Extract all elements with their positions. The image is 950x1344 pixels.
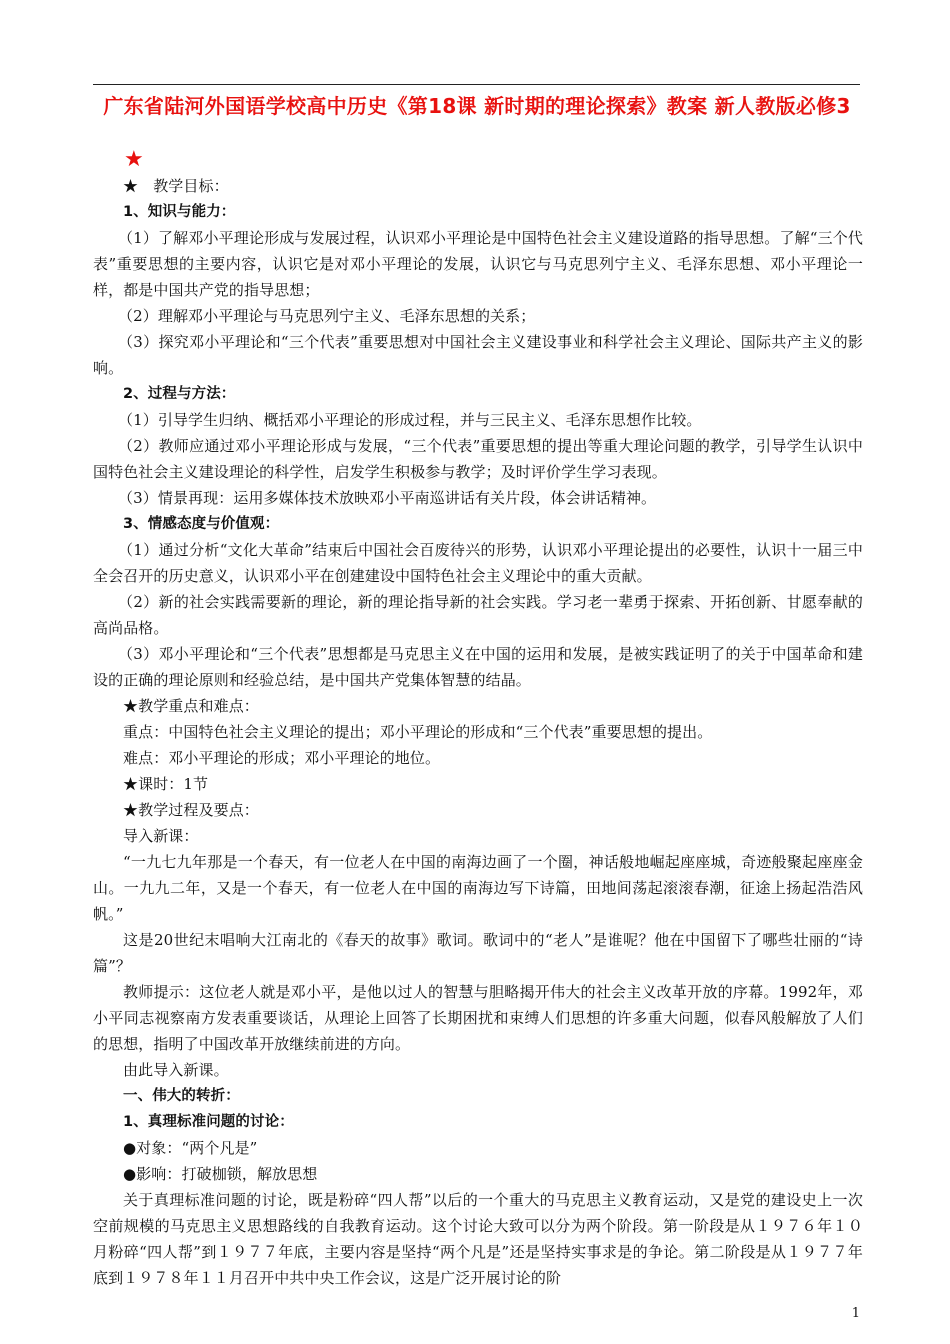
paragraph: （1）了解邓小平理论形成与发展过程，认识邓小平理论是中国特色社会主义建设道路的指导思想。了解“三个代表”重要思想的主要内容，认识它是对邓小平理论的发展，认识它与马克思列宁主义、毛泽东思想、邓小平理论一样，都是中国共产党的指导思想； <box>93 229 863 299</box>
document-body <box>93 173 863 1291</box>
paragraph: 这是20世纪末唱响大江南北的《春天的故事》歌词。歌词中的“老人”是谁呢？他在中国留下了哪些壮丽的“诗篇”？ <box>93 931 863 975</box>
section-heading-knowledge: 1、知识与能力： <box>123 204 236 220</box>
star-icon: ★ <box>124 147 144 172</box>
section-heading-turning-point: 一、伟大的转折： <box>123 1088 240 1104</box>
document-title: 广东省陆河外国语学校高中历史《第18课 新时期的理论探索》教案 新人教版必修3 <box>103 94 851 118</box>
paragraph: （1）通过分析“文化大革命”结束后中国社会百废待兴的形势，认识邓小平理论提出的必要性，认识十一届三中全会召开的历史意义，认识邓小平在创建建设中国特色社会主义理论中的重大贡献。 <box>93 541 863 585</box>
header-rule <box>93 84 860 85</box>
class-hours: ★课时：1节 <box>123 775 209 793</box>
objectives-heading: ★ 教学目标： <box>123 177 229 195</box>
paragraph: （3）情景再现：运用多媒体技术放映邓小平南巡讲话有关片段，体会讲话精神。 <box>118 489 657 507</box>
paragraph: 导入新课： <box>123 827 199 845</box>
paragraph: （3）邓小平理论和“三个代表”思想都是马克思主义在中国的运用和发展，是被实践证明了的关于中国革命和建设的正确的理论原则和经验总结，是中国共产党集体智慧的结晶。 <box>93 645 863 689</box>
paragraph: （1）引导学生归纳、概括邓小平理论的形成过程，并与三民主义、毛泽东思想作比较。 <box>118 411 702 429</box>
section-heading-values: 3、情感态度与价值观： <box>123 516 280 532</box>
section-heading-truth-standard: 1、真理标准问题的讨论： <box>123 1114 294 1130</box>
paragraph: “一九七九年那是一个春天，有一位老人在中国的南海边画了一个圈，神话般地崛起座座城，奇迹般聚起座座金山。一九九二年，又是一个春天，有一位老人在中国的南海边写下诗篇，田地间荡起滚滚春潮，征途上扬起浩浩风帆。” <box>93 853 863 923</box>
teaching-process-heading: ★教学过程及要点： <box>123 801 259 819</box>
page-number: 1 <box>851 1306 860 1321</box>
bullet-item: ●对象：“两个凡是” <box>123 1139 258 1157</box>
paragraph: （2）新的社会实践需要新的理论，新的理论指导新的社会实践。学习老一辈勇于探索、开拓创新、甘愿奉献的高尚品格。 <box>93 593 863 637</box>
paragraph: 教师提示：这位老人就是邓小平，是他以过人的智慧与胆略揭开伟大的社会主义改革开放的序幕。1992年，邓小平同志视察南方发表重要谈话，从理论上回答了长期困扰和束缚人们思想的许多重大问题，似春风般解放了人们的思想，指明了中国改革开放继续前进的方向。 <box>93 983 863 1053</box>
paragraph: 重点：中国特色社会主义理论的提出；邓小平理论的形成和“三个代表”重要思想的提出。 <box>123 723 713 741</box>
paragraph: （2）教师应通过邓小平理论形成与发展，“三个代表”重要思想的提出等重大理论问题的教学，引导学生认识中国特色社会主义建设理论的科学性，启发学生积极参与教学；及时评价学生学习表现。 <box>93 437 863 481</box>
paragraph: （3）探究邓小平理论和“三个代表”重要思想对中国社会主义建设事业和科学社会主义理论、国际共产主义的影响。 <box>93 333 863 377</box>
paragraph: （2）理解邓小平理论与马克思列宁主义、毛泽东思想的关系； <box>118 307 536 325</box>
paragraph: 由此导入新课。 <box>123 1061 229 1079</box>
bullet-item: ●影响：打破枷锁，解放思想 <box>123 1165 318 1183</box>
key-points-heading: ★教学重点和难点： <box>123 697 259 715</box>
paragraph: 关于真理标准问题的讨论，既是粉碎“四人帮”以后的一个重大的马克思主义教育运动，又是党的建设史上一次空前规模的马克思主义思想路线的自我教育运动。这个讨论大致可以分为两个阶段。第一阶段是从１９７６年１０月粉碎“四人帮”到１９７７年底，主要内容是坚持“两个凡是”还是坚持实事求是的争论。第二阶段是从１９７７年底到１９７８年１１月召开中共中央工作会议，这是广泛开展讨论的阶 <box>93 1191 863 1287</box>
paragraph: 难点：邓小平理论的形成；邓小平理论的地位。 <box>123 749 441 767</box>
section-heading-process: 2、过程与方法： <box>123 386 236 402</box>
